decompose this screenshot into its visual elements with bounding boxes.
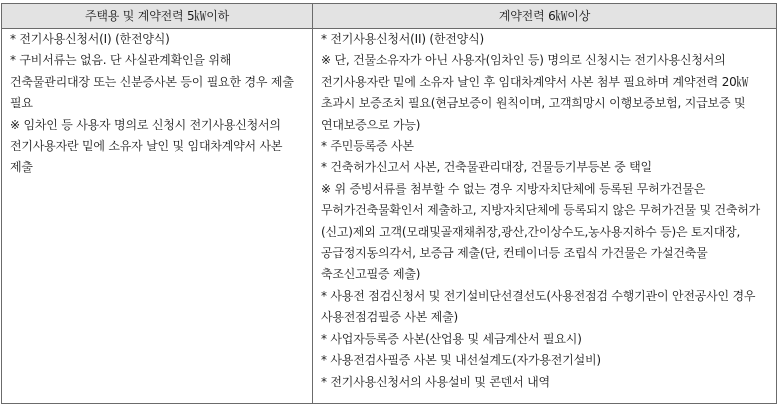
header-contract-6kw: 계약전력 6㎾이상 [498, 9, 591, 23]
left-item: ※ 임차인 등 사용자 명의로 신청시 전기사용신청서의 전기사용자란 밑에 소유자 날인 및 임대차계약서 사본 제출 [10, 117, 283, 175]
table-header-row [2, 4, 776, 29]
right-column-content [321, 29, 767, 393]
right-item: * 주민등록증 사본 [321, 139, 414, 154]
right-item: * 전기사용신청서(II) (한전양식) [321, 32, 484, 46]
right-item: * 건축허가신고서 사본, 건축물관리대장, 건물등기부등본 중 택일 [321, 160, 652, 175]
right-item: * 사업자등록증 사본(산업용 및 세금계산서 필요시) [321, 331, 582, 346]
left-item: * 구비서류는 없음. 단 사실관계확인을 위해 건축물관리대장 또는 신분증사본 등이 필요한 경우 제출 필요 [10, 53, 294, 111]
right-item: * 사용전검사필증 사본 및 내선설계도(자가용전기설비) [321, 353, 601, 368]
header-residential-5kw: 주택용 및 계약전력 5㎾이하 [85, 9, 229, 23]
right-item: ※ 단, 건물소유자가 아닌 사용자(임차인 등) 명의로 신청시는 전기사용신청서의 전기사용자란 밑에 소유자 날인 후 임대차계약서 사본 첨부 필요하며 계약전력 20㎾초과시 보증조치 필요(현금보증이 원칙이며, 고객희망시 이행보증보험, 지급보증 및 연대보증으로 가능) [321, 53, 749, 132]
column-divider [312, 4, 313, 403]
right-item: * 사용전 점검신청서 및 전기설비단선결선도(사용전점검 수행기관이 안전공사인 경우 사용전점검필증 사본 제출) [321, 288, 756, 325]
requirements-table [1, 3, 777, 404]
left-item: * 전기사용신청서(I) (한전양식) [10, 32, 170, 46]
right-item: * 전기사용신청서의 사용설비 및 콘덴서 내역 [321, 374, 550, 389]
right-item: ※ 위 증빙서류를 첨부할 수 없는 경우 지방자치단체에 등록된 무허가건물은 무허가건축물확인서 제출하고, 지방자치단체에 등록되지 않은 무허가건물 및 건축허가(신고)제외 고객(모래및골재채취장,광산,간이상수도,농사용지하수 등)은 토지대장, 공급정지동의각서, 보증금 제출(단, 컨테이너등 조립식 가건물은 가설건축물 축조신고필증 제출) [321, 181, 761, 282]
left-column-content [10, 29, 306, 179]
